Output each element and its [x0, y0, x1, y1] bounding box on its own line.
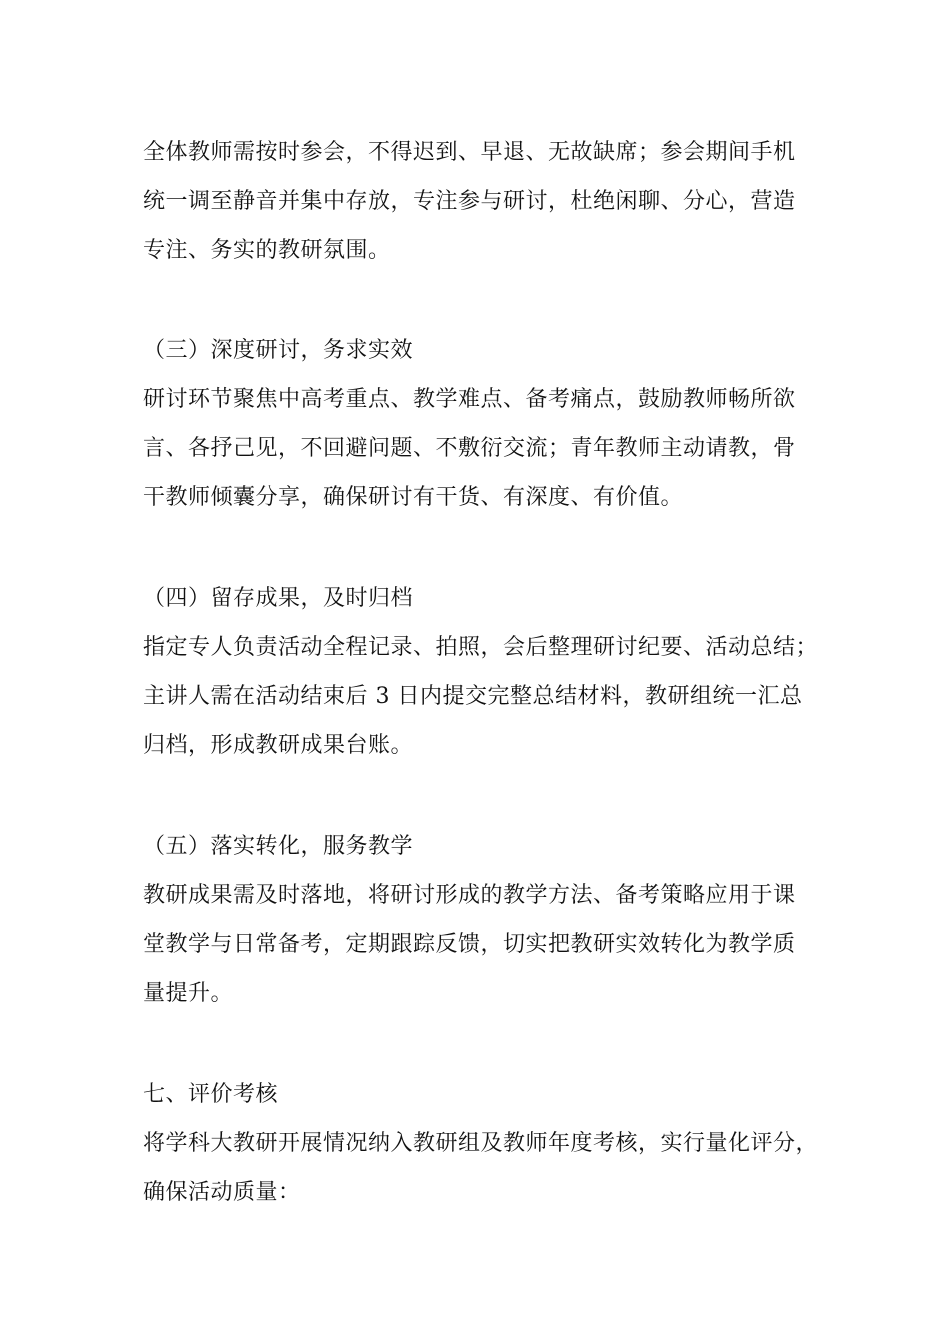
section-heading-7: 七、评价考核: [143, 1082, 279, 1107]
paragraph-line: 主讲人需在活动结束后 3 日内提交完整总结材料，教研组统一汇总: [143, 684, 803, 709]
section-heading-3: （三）深度研讨，务求实效: [143, 338, 414, 363]
paragraph-line: 统一调至静音并集中存放，专注参与研讨，杜绝闲聊、分心，营造: [143, 189, 796, 214]
paragraph-line: 确保活动质量：: [143, 1180, 301, 1205]
paragraph-line: 干教师倾囊分享，确保研讨有干货、有深度、有价值。: [143, 485, 684, 510]
paragraph-line: 言、各抒己见，不回避问题、不敷衍交流；青年教师主动请教，骨: [143, 436, 796, 461]
paragraph-line: 将学科大教研开展情况纳入教研组及教师年度考核，实行量化评分，: [143, 1131, 819, 1156]
paragraph-line: 指定专人负责活动全程记录、拍照，会后整理研讨纪要、活动总结；: [143, 635, 819, 660]
paragraph-line: 归档，形成教研成果台账。: [143, 733, 414, 758]
paragraph-line: 量提升。: [143, 981, 234, 1006]
paragraph-line: 堂教学与日常备考，定期跟踪反馈，切实把教研实效转化为教学质: [143, 932, 796, 957]
paragraph-line: 专注、务实的教研氛围。: [143, 238, 391, 263]
paragraph-line: 研讨环节聚焦中高考重点、教学难点、备考痛点，鼓励教师畅所欲: [143, 387, 796, 412]
section-heading-5: （五）落实转化，服务教学: [143, 834, 414, 859]
paragraph-line: 教研成果需及时落地，将研讨形成的教学方法、备考策略应用于课: [143, 883, 796, 908]
section-heading-4: （四）留存成果，及时归档: [143, 586, 414, 611]
paragraph-line: 全体教师需按时参会，不得迟到、早退、无故缺席；参会期间手机: [143, 140, 796, 165]
